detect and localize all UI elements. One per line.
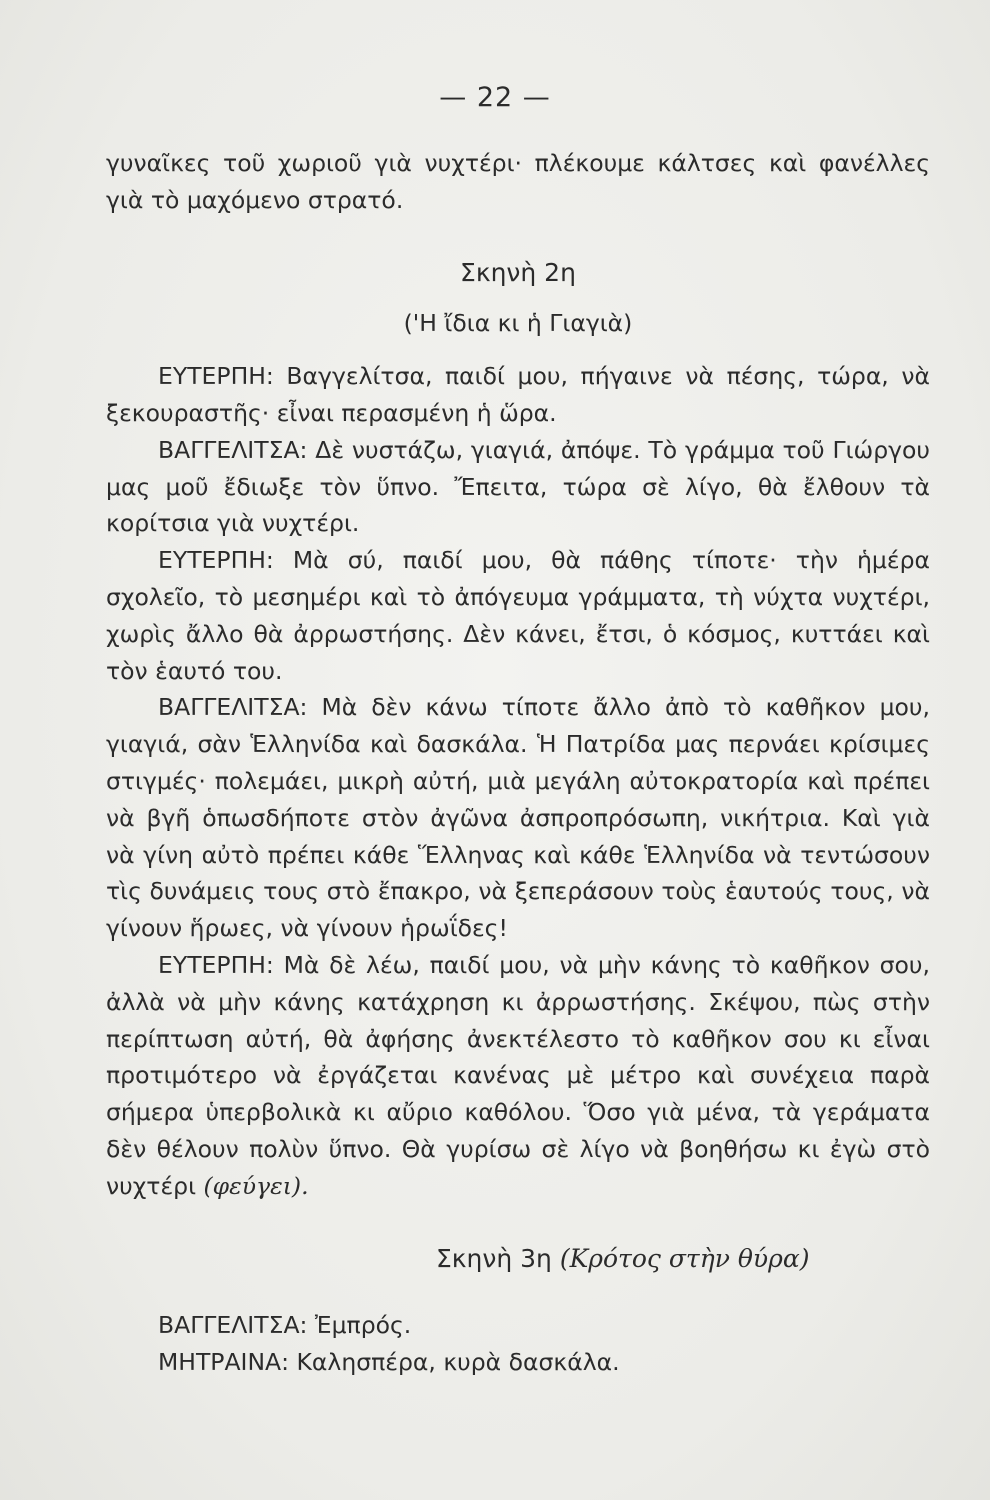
dialogue-mitraina-1: ΜΗΤΡΑΙΝΑ: Καλησπέρα, κυρὰ δασκάλα.: [158, 1348, 620, 1377]
stage-direction-2: ('Η ἴδια κι ἡ Γιαγιὰ): [403, 309, 633, 338]
scene-heading-3: Σκηνὴ 3η: [436, 1243, 552, 1273]
paragraph-continuation: γυναῖκες τοῦ χωριοῦ γιὰ νυχτέρι· πλέκουμε κάλτσες καὶ φανέλλες γιὰ τὸ μαχόμενο στρατό.: [106, 149, 930, 214]
stage-direction-3: (Κρότος στὴν θύρα): [559, 1243, 810, 1273]
page-number: — 22 —: [439, 82, 551, 113]
dialogue-euterpi-2: ΕΥΤΕΡΠΗ: Μὰ σύ, παιδί μου, θὰ πάθης τίποτε· τὴν ἡμέρα σχολεῖο, τὸ μεσημέρι καὶ τὸ ἀπόγευμα γράμματα, τὴ νύχτα νυχτέρι, χωρὶς ἄλλο θὰ ἀρρωστήσης. Δὲν κάνει, ἔτσι, ὁ κόσμος, κυττάει καὶ τὸν ἑαυτό του.: [106, 546, 930, 685]
dialogue-vaggelitsa-2: ΒΑΓΓΕΛΙΤΣΑ: Μὰ δὲν κάνω τίποτε ἄλλο ἀπὸ τὸ καθῆκον μου, γιαγιά, σὰν Ἑλληνίδα καὶ δασκάλα. Ἡ Πατρίδα μας περνάει κρίσιμες στιγμές· πολεμάει, μικρὴ αὐτή, μιὰ μεγάλη αὐτοκρατορία καὶ πρέπει νὰ βγῆ ὁπωσδήποτε στὸν ἀγῶνα ἀσπροπρόσωπη, νικήτρια. Καὶ γιὰ νὰ γίνη αὐτὸ πρέπει κάθε Ἕλληνας καὶ κάθε Ἑλληνίδα νὰ τεντώσουν τὶς δυνάμεις τους στὸ ἔπακρο, νὰ ξεπεράσουν τοὺς ἑαυτούς τους, νὰ γίνουν ἥρωες, νὰ γίνουν ἡρωΐδες!: [106, 693, 930, 943]
scene-heading-3-line: [106, 1241, 930, 1278]
dialogue-euterpi-3-text: ΕΥΤΕΡΠΗ: Μὰ δὲ λέω, παιδί μου, νὰ μὴν κάνης τὸ καθῆκον σου, ἀλλὰ νὰ μὴν κάνης κατάχρηση κι ἀρρωστήσης. Σκέψου, πὼς στὴν περίπτωση αὐτή, θὰ ἀφήσης ἀνεκτέλεστο τὸ καθῆκον σου κι εἶναι προτιμότερο νὰ ἐργάζεται κανένας μὲ μέτρο καὶ συνέχεια παρὰ σήμερα ὑπερβολικὰ κι αὔριο καθόλου. Ὅσο γιὰ μένα, τὰ γεράματα δὲν θέλουν πολὺν ὕπνο. Θὰ γυρίσω σὲ λίγο νὰ βοηθήσω κι ἐγὼ στὸ νυχτέρι: [106, 950, 930, 1200]
page-body: [106, 145, 930, 1381]
stage-direction-exit: (φεύγει).: [203, 1171, 309, 1200]
dialogue-vaggelitsa-1: ΒΑΓΓΕΛΙΤΣΑ: Δὲ νυστάζω, γιαγιά, ἀπόψε. Τὸ γράμμα τοῦ Γιώργου μας μοῦ ἔδιωξε τὸν ὕπνο. Ἔπειτα, τώρα σὲ λίγο, θὰ ἔλθουν τὰ κορίτσια γιὰ νυχτέρι.: [106, 435, 930, 538]
dialogue-euterpi-3: [106, 947, 930, 1205]
dialogue-euterpi-1: ΕΥΤΕΡΠΗ: Βαγγελίτσα, παιδί μου, πήγαινε νὰ πέσης, τώρα, νὰ ξεκουραστῆς· εἶναι περασμένη ἡ ὥρα.: [106, 362, 930, 427]
scene-heading-2: Σκηνὴ 2η: [460, 257, 576, 287]
dialogue-vaggelitsa-3: ΒΑΓΓΕΛΙΤΣΑ: Ἐμπρός.: [158, 1311, 412, 1340]
